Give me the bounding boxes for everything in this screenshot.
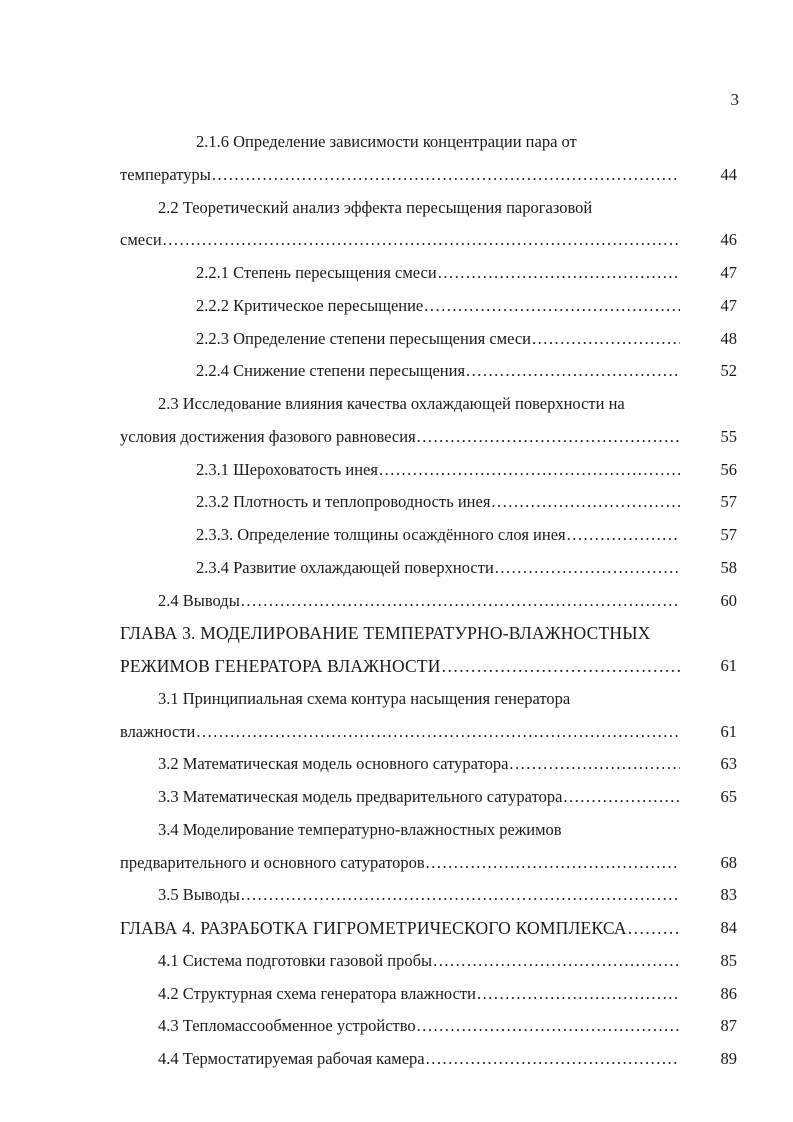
toc-entry-title: предварительного и основного сатураторов [120,853,425,872]
toc-line [158,880,680,910]
toc-entry-title: 4.1 Система подготовки газовой пробы [158,951,433,970]
toc-entry-title: 2.2.3 Определение степени пересыщения смеси [196,329,532,348]
toc-line [158,782,680,812]
toc-page-number: 65 [720,787,737,806]
toc-leader-dots [163,225,680,255]
toc-entry-title: 3.2 Математическая модель основного сатуратора [158,754,509,773]
toc-page-number: 84 [720,918,737,937]
toc-entry-title: 2.3.4 Развитие охлаждающей поверхности [196,558,494,577]
toc-leader-dots [196,717,680,747]
toc-page-number: 89 [720,1049,737,1068]
toc-entry-title: ГЛАВА 4. РАЗРАБОТКА ГИГРОМЕТРИЧЕСКОГО КОМПЛЕКСА [120,918,627,938]
toc-line [158,1044,680,1074]
page-number: 3 [730,90,739,109]
toc-entry-title: температуры [120,165,211,184]
toc-line [158,749,680,779]
toc-leader-dots [628,913,680,943]
toc-leader-dots [495,553,680,583]
toc-leader-dots [241,586,680,616]
toc-leader-dots [417,1011,680,1041]
toc-line [196,291,680,321]
toc-page-number: 47 [720,263,737,282]
toc-leader-dots [241,880,680,910]
toc-line [196,356,680,386]
toc-page-number: 52 [720,361,737,380]
toc-entry-title: смеси [120,230,162,249]
toc-leader-dots [491,487,680,517]
toc-entry-title: 2.3.2 Плотность и теплопроводность инея [196,492,491,511]
toc-page-number: 58 [720,558,737,577]
toc-line [196,520,680,550]
toc-leader-dots [509,749,680,779]
toc-line [158,1011,680,1041]
toc-line [158,946,680,976]
toc-leader-dots [426,1044,680,1074]
toc-entry-title: 4.4 Термостатируемая рабочая камера [158,1049,425,1068]
toc-line [196,487,680,517]
toc-page-number: 87 [720,1016,737,1035]
toc-page-number: 83 [720,885,737,904]
toc-page-number: 61 [720,722,737,741]
toc-line [120,422,680,452]
toc-leader-dots [438,258,680,288]
toc-leader-dots [433,946,680,976]
toc-entry-title: 2.2.2 Критическое пересыщение [196,296,424,315]
toc-leader-dots [379,455,680,485]
toc-page-number: 85 [720,951,737,970]
toc-entry-title: ГЛАВА 3. МОДЕЛИРОВАНИЕ ТЕМПЕРАТУРНО-ВЛАЖНОСТНЫХ [120,623,651,643]
toc-leader-dots [567,520,680,550]
toc-entry-title: 3.3 Математическая модель предварительного сатуратора [158,787,563,806]
toc-leader-dots [442,651,680,681]
toc-leader-dots [477,979,680,1009]
toc-entry-title: 2.3.1 Шероховатость инея [196,460,378,479]
toc-page-number: 63 [720,754,737,773]
toc-leader-dots [212,160,680,190]
toc-line [158,586,680,616]
toc-entry-title: 3.1 Принципиальная схема контура насыщения генератора [158,689,571,708]
toc-page-number: 57 [720,525,737,544]
toc-page-number: 55 [720,427,737,446]
toc-line [120,848,680,878]
toc-page-number: 61 [720,656,737,675]
toc-page-number: 48 [720,329,737,348]
toc-entry-title: 2.2 Теоретический анализ эффекта пересыщения парогазовой [158,198,593,217]
toc-line [120,160,680,190]
toc-line [196,455,680,485]
toc-leader-dots [466,356,680,386]
toc-line [120,913,680,943]
toc-leader-dots [426,848,680,878]
toc-leader-dots [563,782,680,812]
toc-line [196,258,680,288]
toc-entry-title: 3.4 Моделирование температурно-влажностных режимов [158,820,562,839]
toc-entry-title: 4.3 Тепломассообменное устройство [158,1016,416,1035]
toc-entry-title: влажности [120,722,196,741]
toc-line [120,717,680,747]
toc-page-number: 68 [720,853,737,872]
toc-page-number: 47 [720,296,737,315]
toc-entry-title: 2.4 Выводы [158,591,240,610]
toc-page-number: 56 [720,460,737,479]
toc-page-number: 46 [720,230,737,249]
toc-entry-title: 3.5 Выводы [158,885,240,904]
toc-line [158,979,680,1009]
toc-page-number: 44 [720,165,737,184]
toc-entry-title: условия достижения фазового равновесия [120,427,416,446]
toc-entry-title: 2.3 Исследование влияния качества охлаждающей поверхности на [158,394,625,413]
toc-entry-title: 2.2.1 Степень пересыщения смеси [196,263,437,282]
toc-line [120,225,680,255]
toc-entry-title: 4.2 Структурная схема генератора влажности [158,984,476,1003]
toc-leader-dots [417,422,680,452]
toc-line [196,324,680,354]
toc-leader-dots [424,291,680,321]
toc-entry-title: 2.2.4 Снижение степени пересыщения [196,361,466,380]
toc-entry-title: 2.1.6 Определение зависимости концентрации пара от [196,132,577,151]
toc-entry-title: 2.3.3. Определение толщины осаждённого слоя инея [196,525,566,544]
toc-line [120,651,680,681]
toc-page-number: 86 [720,984,737,1003]
toc-line [196,553,680,583]
toc-entry-title: РЕЖИМОВ ГЕНЕРАТОРА ВЛАЖНОСТИ [120,656,441,676]
toc-page-number: 60 [720,591,737,610]
toc-leader-dots [532,324,680,354]
toc-page-number: 57 [720,492,737,511]
